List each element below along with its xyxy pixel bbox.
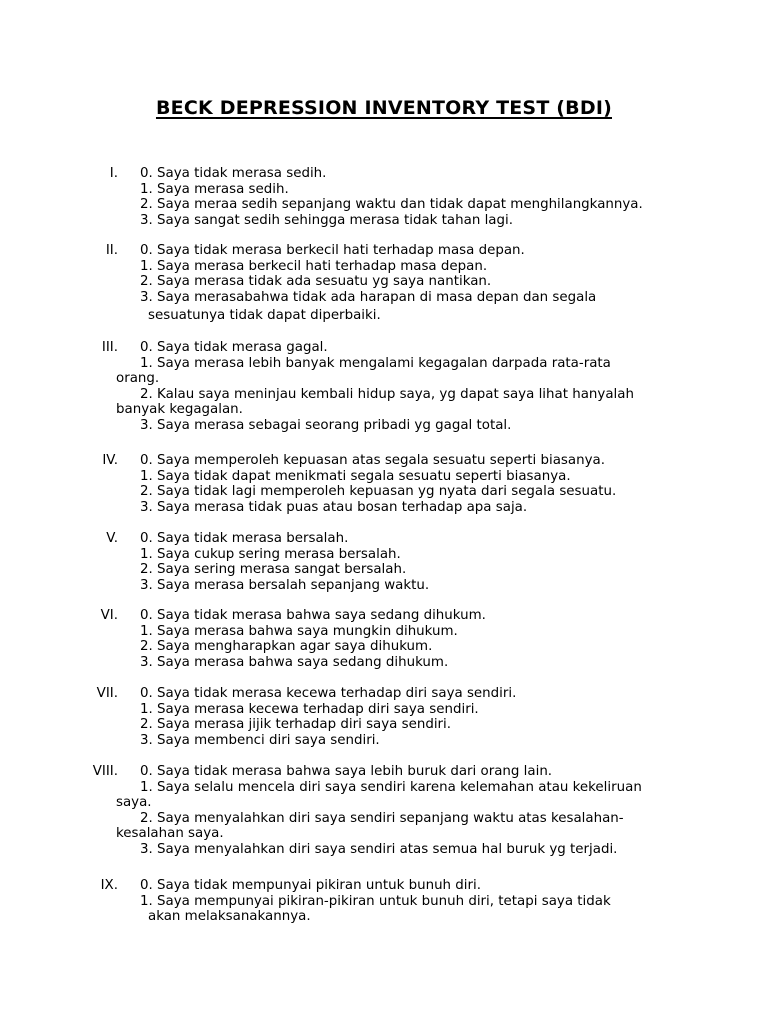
answer-line: [0, 274, 768, 290]
answer-text: 0. Saya tidak merasa bahwa saya sedang dihukum.: [140, 608, 486, 623]
answer-line: [0, 547, 768, 563]
answer-line: [0, 780, 768, 796]
answer-text: 3. Saya merasa bersalah sepanjang waktu.: [140, 577, 430, 593]
question-item: [0, 764, 768, 858]
answer-line: [0, 608, 768, 624]
answer-text: 0. Saya tidak merasa bersalah.: [140, 531, 349, 546]
answer-line: [0, 259, 768, 275]
answer-line: [0, 356, 768, 372]
answer-line: [0, 562, 768, 578]
answer-line: [0, 717, 768, 733]
answer-text: 1. Saya merasa bahwa saya mungkin dihukum.: [140, 623, 458, 639]
answer-text: orang.: [116, 371, 160, 387]
answer-text: sesuatunya tidak dapat diperbaiki.: [148, 308, 381, 324]
answer-line: [0, 655, 768, 671]
answer-line: [0, 702, 768, 718]
answer-line: [0, 371, 768, 387]
answer-line: [0, 639, 768, 655]
question-numeral: I.: [109, 166, 118, 181]
answer-text: kesalahan saya.: [116, 826, 224, 842]
answer-line: [0, 894, 768, 910]
answer-text: 1. Saya selalu mencela diri saya sendiri karena kelemahan atau kekeliruan: [140, 779, 642, 795]
answer-text: 2. Saya merasa tidak ada sesuatu yg saya nantikan.: [140, 274, 492, 290]
answer-text: 1. Saya merasa lebih banyak mengalami kegagalan darpada rata-rata: [140, 355, 611, 371]
answer-text: 0. Saya tidak merasa kecewa terhadap diri saya sendiri.: [140, 686, 517, 701]
answer-text: 0. Saya memperoleh kepuasan atas segala sesuatu seperti biasanya.: [140, 453, 605, 468]
answer-line: [0, 453, 768, 469]
answer-line: [0, 795, 768, 811]
answer-text: 0. Saya tidak mempunyai pikiran untuk bunuh diri.: [140, 878, 481, 893]
answer-text: 0. Saya tidak merasa gagal.: [140, 340, 328, 355]
answer-line: [0, 308, 768, 324]
answer-line: [0, 290, 768, 306]
question-numeral: IX.: [100, 878, 118, 893]
answer-line: [0, 733, 768, 749]
answer-text: 3. Saya sangat sedih sehingga merasa tidak tahan lagi.: [140, 212, 513, 228]
answer-line: [0, 578, 768, 594]
answer-text: 2. Saya tidak lagi memperoleh kepuasan yg nyata dari segala sesuatu.: [140, 484, 617, 500]
question-numeral: IV.: [102, 453, 118, 468]
answer-line: [0, 624, 768, 640]
answer-line: [0, 500, 768, 516]
answer-text: 0. Saya tidak merasa sedih.: [140, 166, 327, 181]
answer-line: [0, 484, 768, 500]
question-item: [0, 453, 768, 515]
answer-line: [0, 213, 768, 229]
question-item: [0, 166, 768, 228]
answer-text: banyak kegagalan.: [116, 402, 243, 418]
answer-line: [0, 878, 768, 894]
answer-text: 1. Saya mempunyai pikiran-pikiran untuk bunuh diri, tetapi saya tidak: [140, 893, 611, 909]
answer-line: [0, 418, 768, 434]
document-title: BECK DEPRESSION INVENTORY TEST (BDI): [155, 97, 612, 119]
question-numeral: V.: [106, 531, 118, 546]
answer-text: 1. Saya cukup sering merasa bersalah.: [140, 546, 401, 562]
answer-text: 1. Saya merasa berkecil hati terhadap masa depan.: [140, 258, 488, 274]
answer-line: [0, 909, 768, 925]
answer-text: 0. Saya tidak merasa bahwa saya lebih buruk dari orang lain.: [140, 764, 553, 779]
answer-text: 2. Saya mengharapkan agar saya dihukum.: [140, 639, 433, 655]
answer-text: 1. Saya merasa sedih.: [140, 181, 289, 197]
question-item: [0, 531, 768, 593]
answer-text: 2. Saya merasa jijik terhadap diri saya sendiri.: [140, 717, 452, 733]
answer-text: saya.: [116, 795, 152, 811]
answer-line: [0, 197, 768, 213]
answer-line: [0, 166, 768, 182]
answer-line: [0, 764, 768, 780]
answer-text: 2. Saya menyalahkan diri saya sendiri sepanjang waktu atas kesalahan-: [140, 810, 624, 826]
question-numeral: III.: [101, 340, 118, 355]
question-item: [0, 878, 768, 925]
question-item: [0, 243, 768, 324]
answer-line: [0, 182, 768, 198]
question-numeral: VII.: [96, 686, 118, 701]
answer-text: 1. Saya tidak dapat menikmati segala sesuatu seperti biasanya.: [140, 468, 571, 484]
answer-text: 3. Saya merasa sebagai seorang pribadi yg gagal total.: [140, 417, 512, 433]
answer-text: 3. Saya menyalahkan diri saya sendiri atas semua hal buruk yg terjadi.: [140, 841, 618, 857]
answer-line: [0, 811, 768, 827]
answer-text: 0. Saya tidak merasa berkecil hati terhadap masa depan.: [140, 243, 525, 258]
answer-text: 2. Saya meraa sedih sepanjang waktu dan tidak dapat menghilangkannya.: [140, 197, 643, 213]
question-item: [0, 340, 768, 434]
answer-line: [0, 826, 768, 842]
answer-line: [0, 243, 768, 259]
answer-text: akan melaksanakannya.: [148, 909, 311, 925]
answer-line: [0, 531, 768, 547]
answer-text: 1. Saya merasa kecewa terhadap diri saya sendiri.: [140, 701, 479, 717]
question-numeral: VIII.: [92, 764, 118, 779]
answer-text: 3. Saya merasa bahwa saya sedang dihukum.: [140, 654, 449, 670]
answer-line: [0, 387, 768, 403]
answer-text: 3. Saya merasabahwa tidak ada harapan di masa depan dan segala: [140, 289, 597, 305]
answer-line: [0, 340, 768, 356]
answer-text: 3. Saya membenci diri saya sendiri.: [140, 732, 380, 748]
question-numeral: II.: [105, 243, 118, 258]
question-numeral: VI.: [100, 608, 118, 623]
answer-line: [0, 469, 768, 485]
question-item: [0, 686, 768, 748]
answer-text: 3. Saya merasa tidak puas atau bosan terhadap apa saja.: [140, 499, 528, 515]
answer-text: 2. Saya sering merasa sangat bersalah.: [140, 562, 407, 578]
answer-line: [0, 402, 768, 418]
answer-text: 2. Kalau saya meninjau kembali hidup saya, yg dapat saya lihat hanyalah: [140, 386, 634, 402]
answer-line: [0, 842, 768, 858]
question-item: [0, 608, 768, 670]
answer-line: [0, 686, 768, 702]
